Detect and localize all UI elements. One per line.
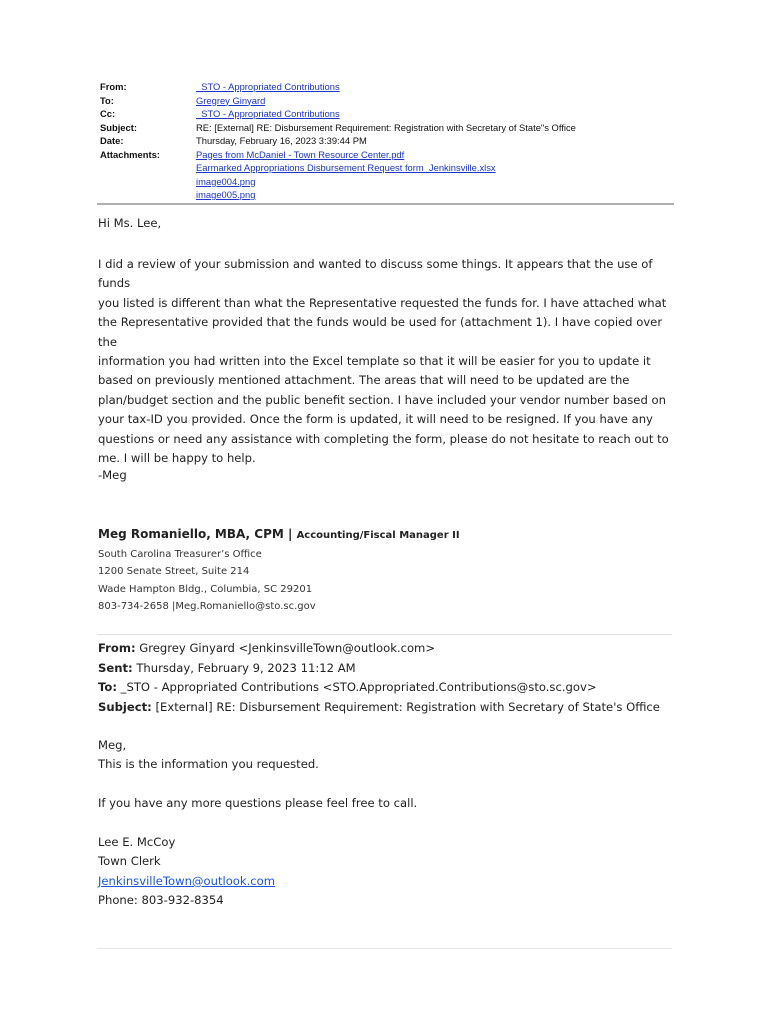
quoted-to-value: _STO - Appropriated Contributions <STO.Appropriated.Contributions@sto.sc.gov> — [120, 680, 597, 695]
spacer — [98, 814, 678, 833]
signature-line: South Carolina Treasurer’s Office — [98, 549, 262, 560]
message-body-line: questions or need any assistance with completing the form, please do not hesitate to reach out to — [98, 431, 669, 446]
header-from-link[interactable]: _STO - Appropriated Contributions — [196, 81, 340, 92]
header-subject-row — [100, 121, 675, 135]
attachment-link[interactable]: image005.png — [196, 189, 256, 200]
header-attachments-row — [100, 148, 675, 202]
signature-title: Accounting/Fiscal Manager II — [296, 530, 460, 541]
message-greeting: Hi Ms. Lee, — [98, 216, 162, 230]
header-subject-value: RE: [External] RE: Disbursement Requirement: Registration with Secretary of State"s Office — [196, 121, 576, 133]
signature-line: Wade Hampton Bldg., Columbia, SC 29201 — [98, 583, 313, 595]
attachment-link[interactable]: Pages from McDaniel - Town Resource Center.pdf — [196, 148, 405, 160]
quoted-sent-label: Sent: — [98, 660, 133, 675]
quoted-message-divider — [97, 634, 672, 635]
header-date-label: Date: — [100, 135, 124, 146]
signature-details — [98, 546, 316, 615]
message-body — [98, 255, 678, 468]
attachment-list — [196, 148, 496, 202]
quoted-line: This is the information you requested. — [98, 757, 319, 772]
header-cc-row — [100, 107, 675, 121]
quoted-to-row — [98, 678, 688, 698]
header-to-label: To: — [100, 94, 114, 106]
signature-line: 1200 Senate Street, Suite 214 — [98, 566, 250, 578]
signature-name: Meg Romaniello, MBA, CPM | — [98, 527, 293, 541]
quoted-from-value: Gregrey Ginyard <JenkinsvilleTown@outlook.com> — [139, 641, 436, 655]
header-to-row — [100, 94, 675, 108]
quoted-body — [98, 736, 678, 911]
quoted-sender-title: Town Clerk — [98, 854, 161, 869]
header-from-row — [100, 80, 675, 94]
quoted-to-label: To: — [98, 680, 117, 695]
quoted-sender-email-link[interactable]: JenkinsvilleTown@outlook.com — [98, 873, 276, 888]
header-from-label: From: — [100, 81, 127, 92]
header-attachments-label: Attachments: — [100, 148, 160, 160]
header-subject-label: Subject: — [100, 121, 137, 133]
signature-line: 803-734-2658 |Meg.Romaniello@sto.sc.gov — [98, 600, 316, 612]
message-body-line: me. I will be happy to help. — [98, 451, 256, 466]
quoted-sent-row — [98, 659, 688, 679]
message-body-line: information you had written into the Excel template so that it will be easier for you to update it — [98, 354, 651, 369]
attachment-link[interactable]: image004.png — [196, 175, 256, 187]
quoted-sender-phone: Phone: 803-932-8354 — [98, 893, 224, 908]
message-body-line: your tax-ID you provided. Once the form is updated, it will need to be resigned. If you have any — [98, 412, 653, 427]
quoted-greeting: Meg, — [98, 738, 127, 752]
email-header — [100, 80, 675, 202]
signature-name-line — [98, 527, 460, 541]
bottom-divider — [97, 948, 672, 949]
quoted-subject-value: [External] RE: Disbursement Requirement: Registration with Secretary of State's Office — [155, 699, 660, 714]
message-signoff: -Meg — [98, 468, 127, 482]
quoted-subject-row — [98, 698, 688, 718]
message-body-line: the Representative provided that the funds would be used for (attachment 1). I have copied over the — [98, 315, 663, 349]
message-body-line: you listed is different than what the Representative requested the funds for. I have attached what — [98, 295, 667, 310]
header-cc-label: Cc: — [100, 108, 116, 119]
message-body-line: I did a review of your submission and wanted to discuss some things. It appears that the use of funds — [98, 257, 653, 291]
quoted-from-label: From: — [98, 641, 136, 655]
header-divider — [97, 203, 674, 205]
message-body-line: based on previously mentioned attachment. The areas that will need to be updated are the — [98, 373, 630, 388]
attachment-link[interactable]: Earmarked Appropriations Disbursement Request form_Jenkinsville.xlsx — [196, 162, 496, 173]
header-to-link[interactable]: Gregrey Ginyard — [196, 94, 266, 106]
quoted-sent-value: Thursday, February 9, 2023 11:12 AM — [136, 660, 356, 675]
quoted-sender-name: Lee E. McCoy — [98, 835, 176, 849]
quoted-from-row — [98, 639, 688, 659]
quoted-header — [98, 639, 688, 717]
header-cc-link[interactable]: _STO - Appropriated Contributions — [196, 108, 340, 119]
spacer — [98, 775, 678, 794]
quoted-subject-label: Subject: — [98, 699, 152, 714]
message-body-line: plan/budget section and the public benefit section. I have included your vendor number based on — [98, 392, 666, 407]
quoted-line: If you have any more questions please feel free to call. — [98, 796, 418, 811]
header-date-value: Thursday, February 16, 2023 3:39:44 PM — [196, 135, 367, 146]
header-date-row — [100, 134, 675, 148]
